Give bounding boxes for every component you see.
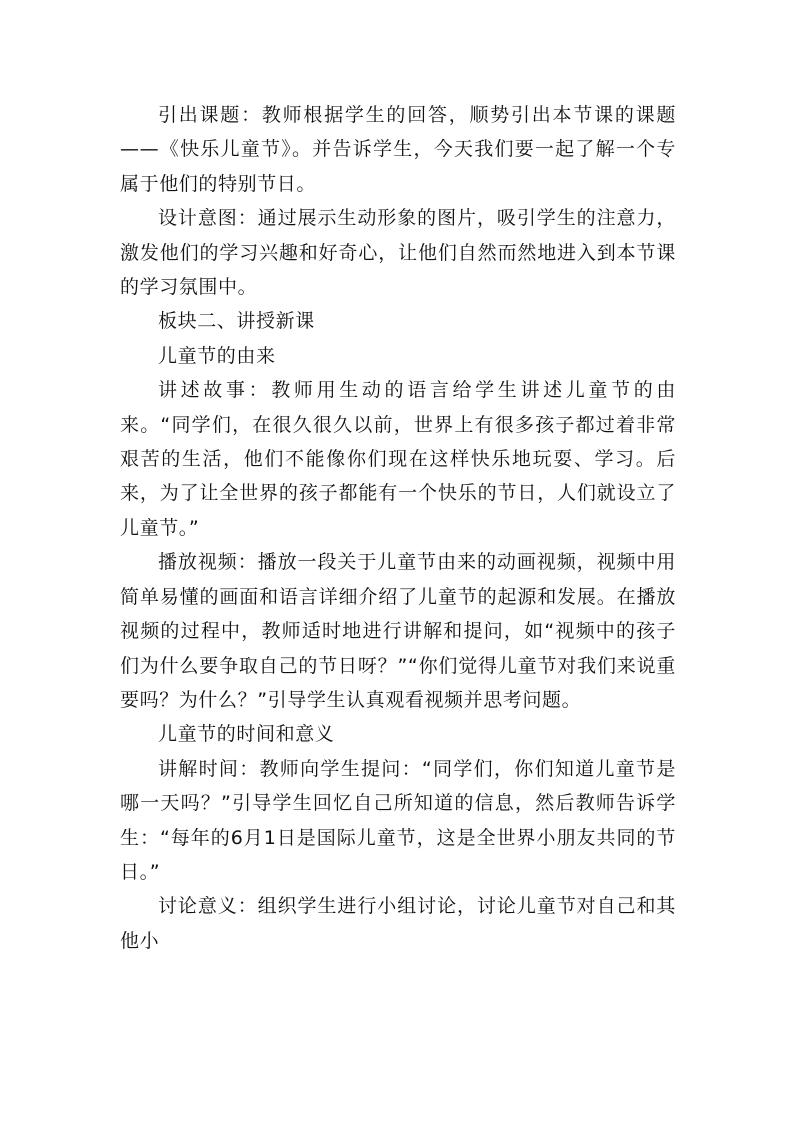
paragraph-design-intent: 设计意图：通过展示生动形象的图片，吸引学生的注意力，激发他们的学习兴趣和好奇心，让他们自然而然地进入到本节课的学习氛围中。: [120, 207, 676, 299]
paragraph-discuss-meaning: 讨论意义：组织学生进行小组讨论，讨论儿童节对自己和其他小: [120, 895, 676, 952]
paragraph-storytelling: 讲述故事：教师用生动的语言给学生讲述儿童节的由来。“同学们，在很久很久以前，世界上有很多孩子都过着非常艰苦的生活，他们不能像你们现在这样快乐地玩耍、学习。后来，为了让全世界的孩子都能有一个快乐的节日，人们就设立了儿童节。”: [120, 379, 676, 539]
document-body: [120, 98, 676, 958]
paragraph-explain-time: 讲解时间：教师向学生提问：“同学们，你们知道儿童节是哪一天吗？”引导学生回忆自己所知道的信息，然后教师告诉学生：“每年的6月1日是国际儿童节，这是全世界小朋友共同的节日。”: [120, 757, 676, 883]
section-heading-new-lesson: 板块二、讲授新课: [158, 310, 315, 333]
subheading-origin: 儿童节的由来: [158, 344, 276, 367]
paragraph-introduce-topic: 引出课题：教师根据学生的回答，顺势引出本节课的课题——《快乐儿童节》。并告诉学生，今天我们要一起了解一个专属于他们的特别节日。: [120, 104, 676, 195]
paragraph-play-video: 播放视频：播放一段关于儿童节由来的动画视频，视频中用简单易懂的画面和语言详细介绍了儿童节的起源和发展。在播放视频的过程中，教师适时地进行讲解和提问，如“视频中的孩子们为什么要争取自己的节日呀？”“你们觉得儿童节对我们来说重要吗？为什么？”引导学生认真观看视频并思考问题。: [120, 551, 676, 711]
subheading-time-meaning: 儿童节的时间和意义: [158, 723, 335, 746]
